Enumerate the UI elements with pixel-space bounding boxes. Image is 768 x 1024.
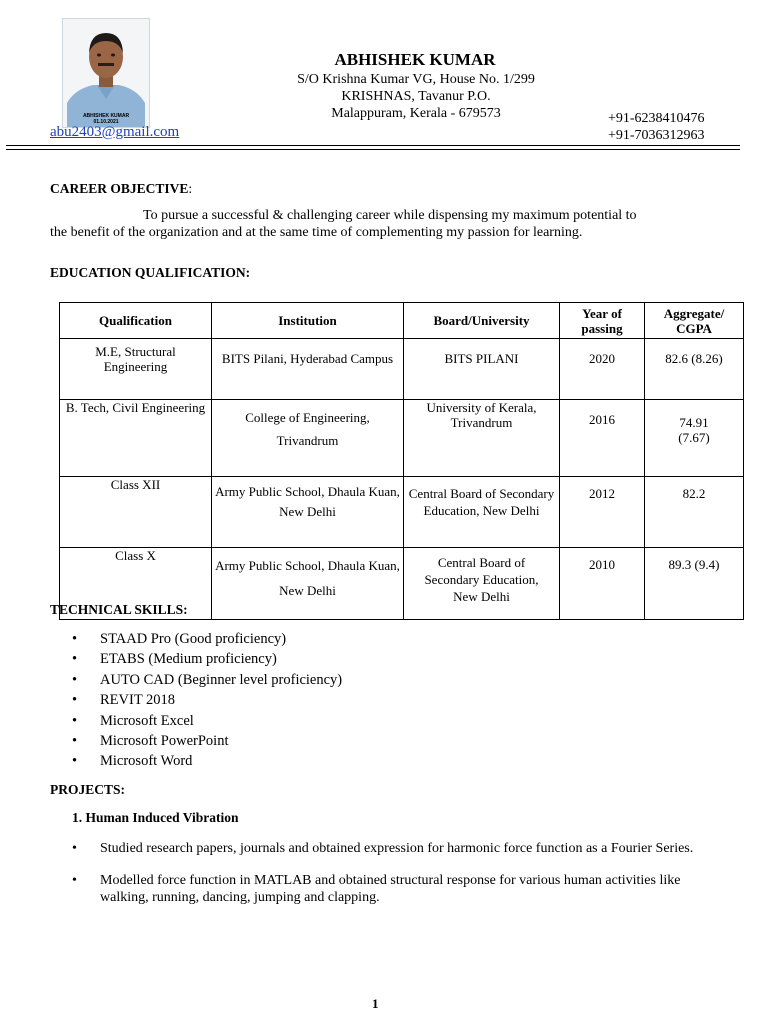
institution-text: BITS Pilani, Hyderabad Campus — [221, 351, 394, 366]
address-line-1: S/O Krishna Kumar VG, House No. 1/299 — [297, 72, 535, 87]
list-item: • AUTO CAD (Beginner level proficiency) — [50, 670, 342, 690]
table-cell-year: 2020 — [560, 339, 645, 400]
header-divider-double — [6, 149, 740, 150]
board-text: Central Board of Secondary Education, New Delhi — [424, 555, 539, 604]
table-cell-year: 2010 — [560, 548, 645, 620]
technical-skills-heading: TECHNICAL SKILLS: — [50, 602, 188, 617]
list-item: • Microsoft Excel — [50, 711, 342, 731]
career-objective-colon: : — [188, 181, 193, 196]
education-heading: EDUCATION QUALIFICATION: — [50, 265, 251, 280]
technical-skills-list — [50, 629, 342, 772]
list-item: • Microsoft PowerPoint — [50, 731, 342, 751]
address-line-2: KRISHNAS, Tavanur P.O. — [341, 89, 491, 104]
table-cell-qualification: Class X — [60, 548, 212, 620]
table-row — [60, 477, 744, 548]
address-line-3: Malappuram, Kerala - 679573 — [331, 106, 501, 121]
table-cell-institution — [212, 400, 404, 477]
table-cell-institution — [212, 339, 404, 400]
table-cell-qualification: Class XII — [60, 477, 212, 548]
profile-photo — [62, 18, 150, 128]
career-objective-heading-text: CAREER OBJECTIVE — [50, 181, 189, 196]
table-cell-institution — [212, 548, 404, 620]
board-text: Central Board of Secondary Education, New Delhi — [408, 486, 555, 518]
projects-heading: PROJECTS: — [50, 782, 126, 797]
table-cell-year: 2012 — [560, 477, 645, 548]
column-header-board: Board/University — [404, 303, 560, 339]
table-cell-qualification — [60, 339, 212, 400]
column-header-aggregate — [645, 303, 744, 339]
photo-caption-name: ABHISHEK KUMAR — [82, 113, 130, 119]
career-objective-line-2: the benefit of the organization and at the same time of complementing my passion for learning. — [50, 225, 583, 240]
list-item: • REVIT 2018 — [50, 690, 342, 710]
table-cell-aggregate: 82.6 (8.26) — [645, 339, 744, 400]
table-cell-board — [404, 400, 560, 477]
list-item: • Studied research papers, journals and obtained expression for harmonic force function as a Fourier Series. — [50, 840, 710, 857]
phone-2: +91-7036312963 — [608, 128, 705, 143]
candidate-name: ABHISHEK KUMAR — [334, 50, 496, 69]
column-header-aggregate-text: Aggregate/ CGPA — [663, 305, 725, 336]
list-item: • Modelled force function in MATLAB and obtained structural response for various human activities like walking, running, dancing, jumping and clapping. — [50, 872, 710, 906]
institution-text: College of Engineering, Trivandrum — [245, 410, 370, 448]
column-header-institution: Institution — [212, 303, 404, 339]
board-text: University of Kerala, Trivandrum — [426, 400, 537, 430]
education-table — [59, 302, 744, 620]
list-item: • Microsoft Word — [50, 751, 342, 771]
column-header-year — [560, 303, 645, 339]
project-bullet-list — [50, 840, 710, 921]
aggregate-text: 74.91 (7.67) — [678, 415, 710, 445]
list-item: • STAAD Pro (Good proficiency) — [50, 629, 342, 649]
photo-caption-date: 01.10.2021 — [93, 119, 119, 125]
project-title: 1. Human Induced Vibration — [72, 810, 239, 825]
table-cell-board — [404, 477, 560, 548]
table-row — [60, 339, 744, 400]
table-cell-year: 2016 — [560, 400, 645, 477]
career-objective-line-1: To pursue a successful & challenging career while dispensing my maximum potential to — [143, 208, 637, 223]
header-divider — [6, 145, 740, 146]
list-item: • ETABS (Medium proficiency) — [50, 649, 342, 669]
table-row — [60, 400, 744, 477]
table-cell-aggregate: 89.3 (9.4) — [645, 548, 744, 620]
table-cell-board — [404, 548, 560, 620]
education-table-header-row — [60, 303, 744, 339]
email-link[interactable]: abu2403@gmail.com — [50, 124, 180, 140]
institution-text: Army Public School, Dhaula Kuan, New Delhi — [215, 558, 400, 598]
phone-1: +91-6238410476 — [608, 111, 705, 126]
table-cell-board: BITS PILANI — [404, 339, 560, 400]
page-number: 1 — [372, 996, 379, 1011]
qualification-text: M.E, Structural Engineering — [95, 344, 176, 374]
table-cell-aggregate: 82.2 — [645, 477, 744, 548]
profile-photo-illustration — [63, 19, 149, 127]
career-objective-heading — [50, 181, 192, 197]
qualification-text: B. Tech, Civil Engineering — [65, 400, 206, 415]
table-cell-qualification — [60, 400, 212, 477]
institution-text: Army Public School, Dhaula Kuan, New Delhi — [215, 484, 400, 519]
column-header-year-text: Year of passing — [581, 305, 623, 336]
column-header-qualification: Qualification — [60, 303, 212, 339]
table-cell-institution — [212, 477, 404, 548]
table-cell-aggregate — [645, 400, 744, 477]
